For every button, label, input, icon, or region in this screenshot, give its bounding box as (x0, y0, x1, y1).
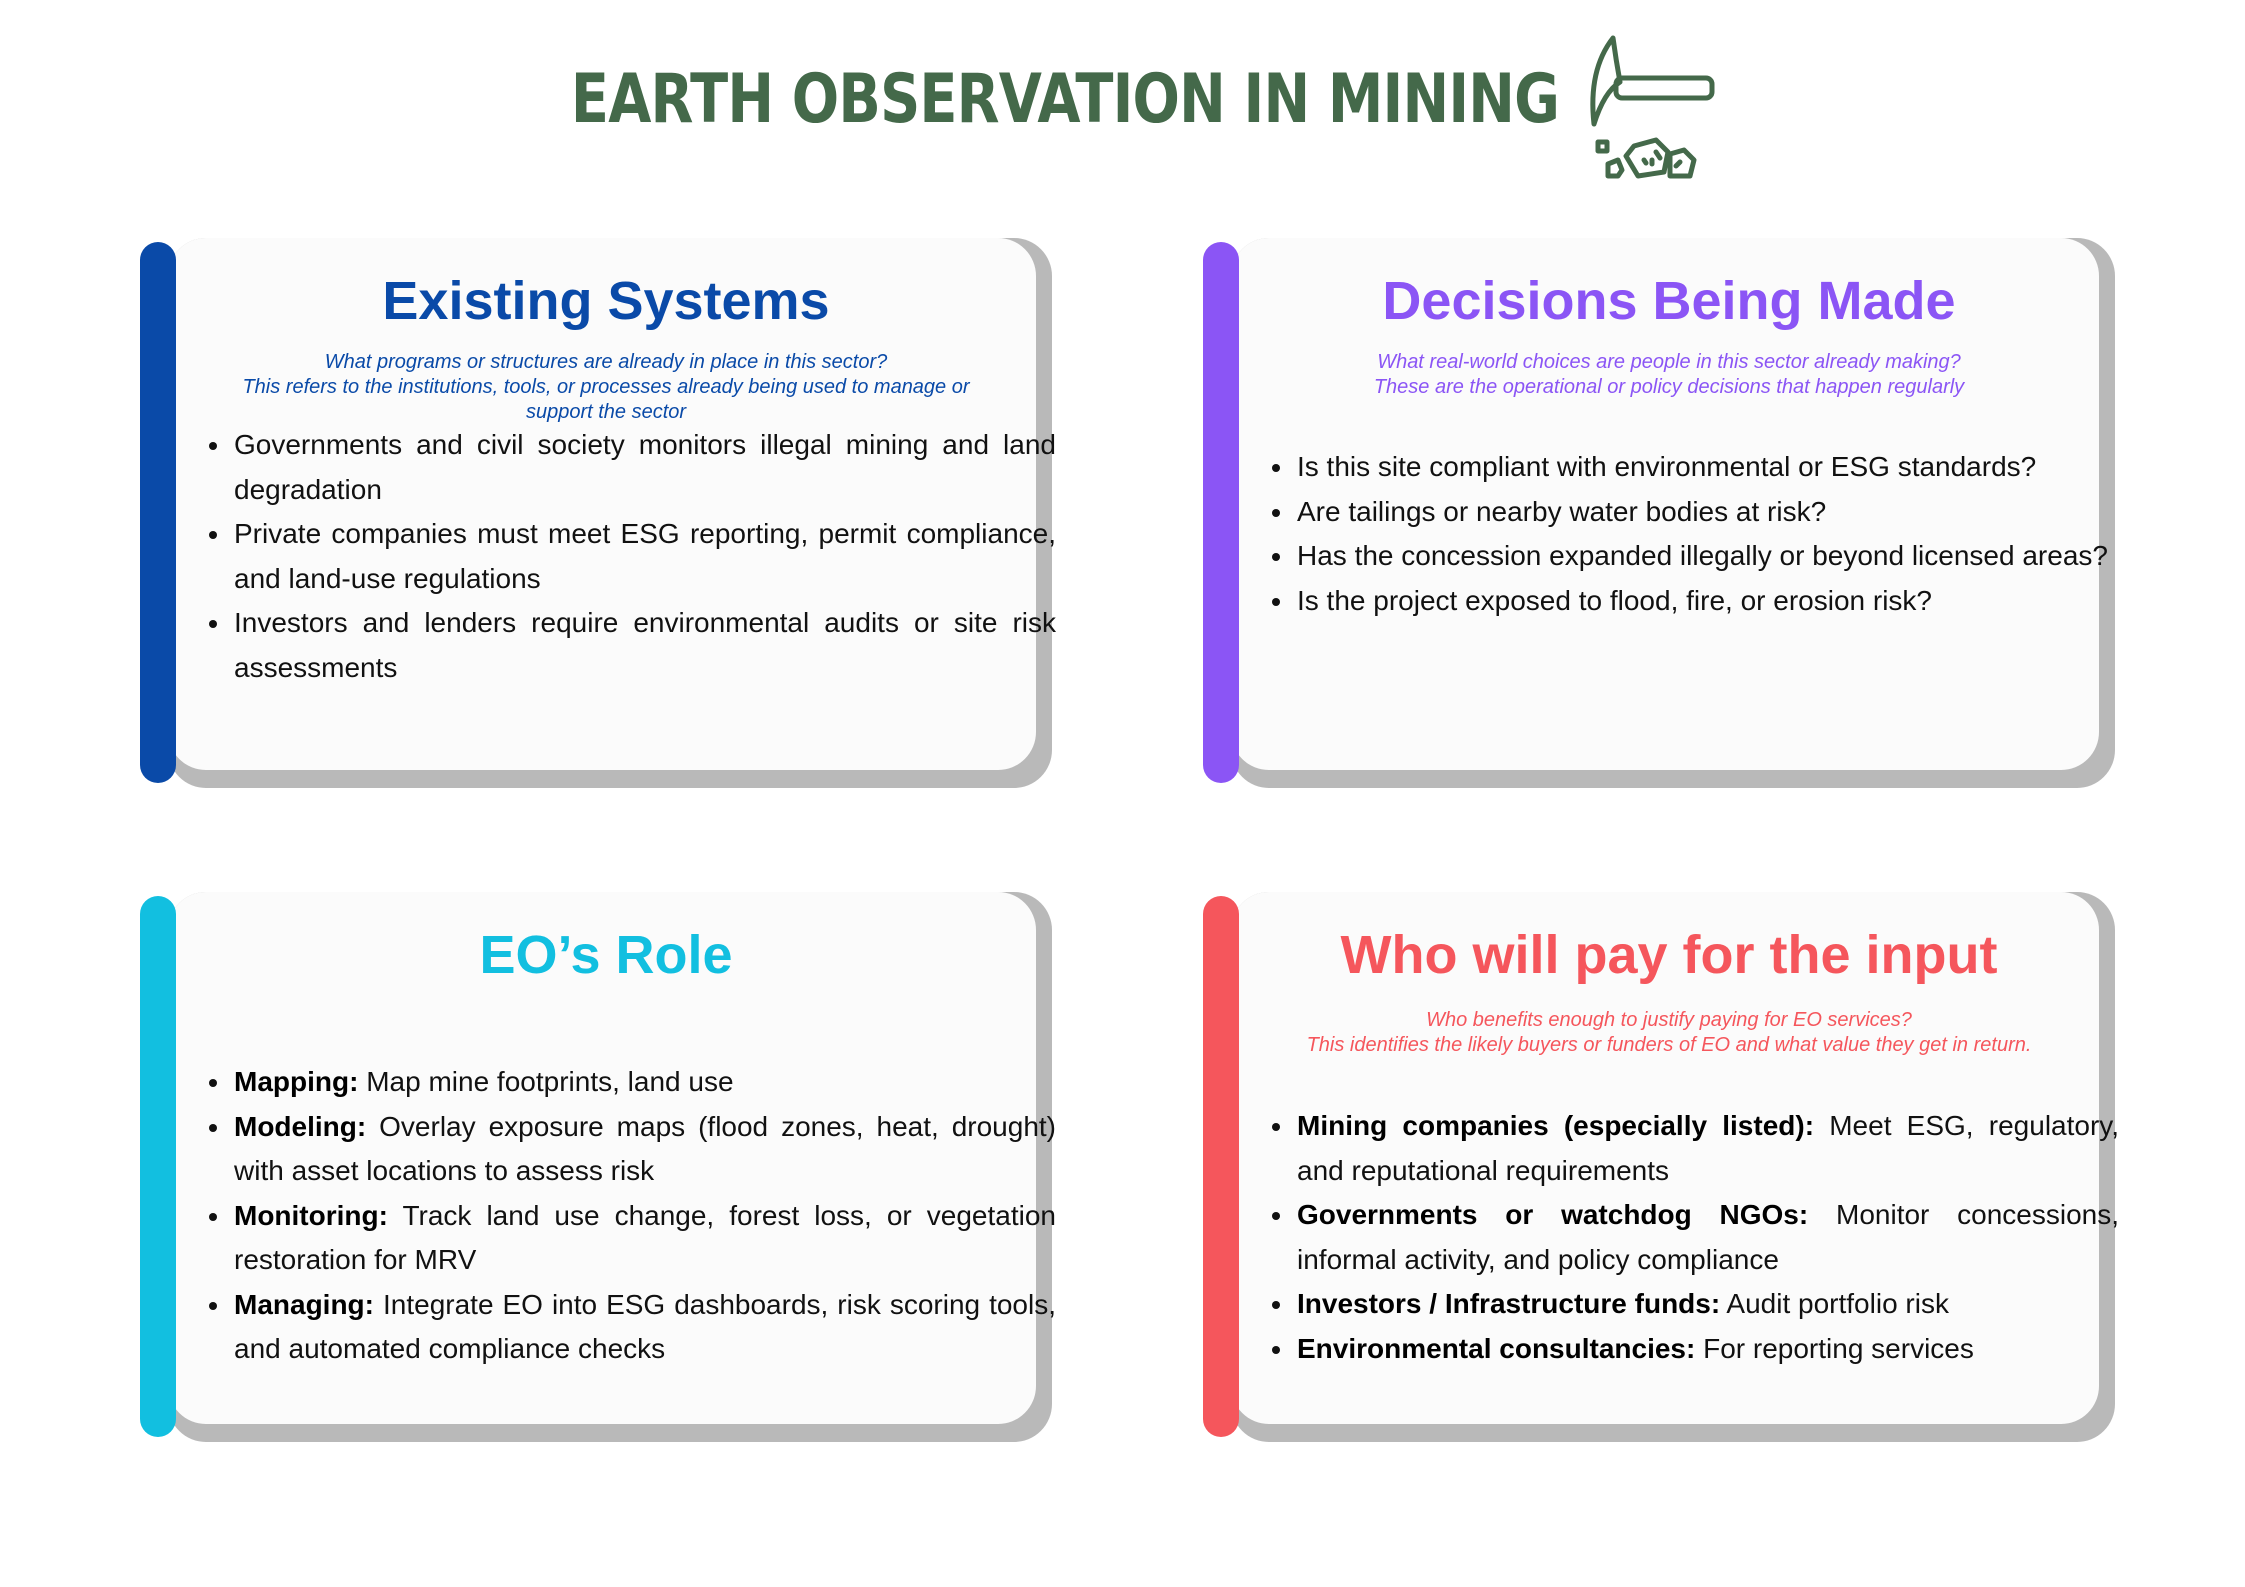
accent-bar (1203, 242, 1239, 783)
list-item (232, 1194, 1056, 1283)
bullet-text: Meet ESG, regulatory, and reputational requirements (1297, 1110, 2119, 1186)
bullet-text: Governments and civil society monitors illegal mining and land degradation (234, 429, 1056, 505)
list-item (232, 601, 1056, 690)
bullet-text: Private companies must meet ESG reporting, permit compliance, and land-use regulations (234, 518, 1056, 594)
bullet-text: Investors and lenders require environmental audits or site risk assessments (234, 607, 1056, 683)
bullet-label: Modeling: (234, 1110, 367, 1142)
subtitle-line: This refers to the institutions, tools, or processes already being used to manage or support the sector (242, 376, 970, 423)
card-subtitle (176, 350, 1036, 425)
bullet-label: Mining companies (especially listed): (1297, 1110, 1815, 1141)
bullet-label: Managing: (234, 1288, 374, 1320)
card-subtitle (1239, 350, 2099, 400)
bullet-label: Mapping: (234, 1066, 359, 1097)
list-item (232, 1105, 1056, 1194)
bullet-text: Is this site compliant with environmental or ESG standards? (1297, 451, 2037, 482)
bullet-label: Investors / Infrastructure funds: (1297, 1288, 1721, 1319)
subtitle-line: This identifies the likely buyers or funders of EO and what value they get in return. (1306, 1034, 2032, 1056)
list-item (1295, 1193, 2119, 1282)
list-item (1295, 1327, 2119, 1372)
subtitle-line: These are the operational or policy decisions that happen regularly (1373, 376, 1965, 398)
bullet-list (200, 423, 1056, 690)
card-heading: Who will pay for the input (1340, 925, 1998, 985)
bullet-list (1263, 1104, 2119, 1371)
list-item (1295, 1282, 2119, 1327)
bullet-text: Are tailings or nearby water bodies at risk? (1297, 495, 1827, 527)
bullet-text: Audit portfolio risk (1726, 1288, 1949, 1319)
accent-bar (1203, 896, 1239, 1437)
card-heading: Existing Systems (382, 271, 830, 331)
card-eo-role (140, 892, 1057, 1442)
bullet-text: Monitor concessions, informal activity, and policy compliance (1297, 1199, 2120, 1275)
bullet-text: For reporting services (1703, 1332, 1974, 1364)
bullet-list (200, 1060, 1056, 1372)
list-item (232, 512, 1056, 601)
list-item (1295, 1104, 2119, 1193)
card-heading: EO’s Role (479, 925, 733, 985)
bullet-text: Has the concession expanded illegally or beyond licensed areas? (1297, 540, 2108, 571)
card-who-will-pay (1203, 892, 2120, 1442)
list-item (1295, 579, 2119, 624)
bullet-label: Environmental consultancies: (1297, 1332, 1696, 1364)
bullet-text: Map mine footprints, land use (366, 1066, 734, 1097)
subtitle-line: Who benefits enough to justify paying for EO services? (1426, 1009, 1912, 1031)
list-item (1295, 445, 2119, 490)
card-existing-systems (140, 238, 1056, 788)
list-item (232, 423, 1056, 512)
pickaxe-and-ore-icon (1560, 30, 1720, 180)
subtitle-line: What programs or structures are already in place in this sector? (324, 351, 888, 373)
card-subtitle (1239, 1008, 2099, 1058)
card-decisions-being-made (1203, 238, 2115, 788)
list-item (232, 1060, 1056, 1105)
subtitle-line: What real-world choices are people in this sector already making? (1377, 351, 1961, 373)
bullet-label: Monitoring: (234, 1199, 388, 1231)
list-item (1295, 534, 2119, 579)
list-item (1295, 490, 2119, 535)
bullet-text: Integrate EO into ESG dashboards, risk scoring tools, and automated compliance checks (234, 1288, 1056, 1364)
page-title: EARTH OBSERVATION IN MINING (570, 60, 1560, 139)
bullet-label: Governments or watchdog NGOs: (1297, 1199, 1809, 1230)
list-item (232, 1283, 1056, 1372)
bullet-list (1263, 445, 2119, 623)
bullet-text: Is the project exposed to flood, fire, or erosion risk? (1297, 584, 1932, 616)
accent-bar (140, 896, 176, 1437)
accent-bar (140, 242, 176, 783)
card-heading: Decisions Being Made (1382, 271, 1956, 331)
bullet-text: Overlay exposure maps (flood zones, heat, drought) with asset locations to assess risk (234, 1110, 1057, 1186)
bullet-text: Track land use change, forest loss, or vegetation restoration for MRV (234, 1199, 1056, 1275)
